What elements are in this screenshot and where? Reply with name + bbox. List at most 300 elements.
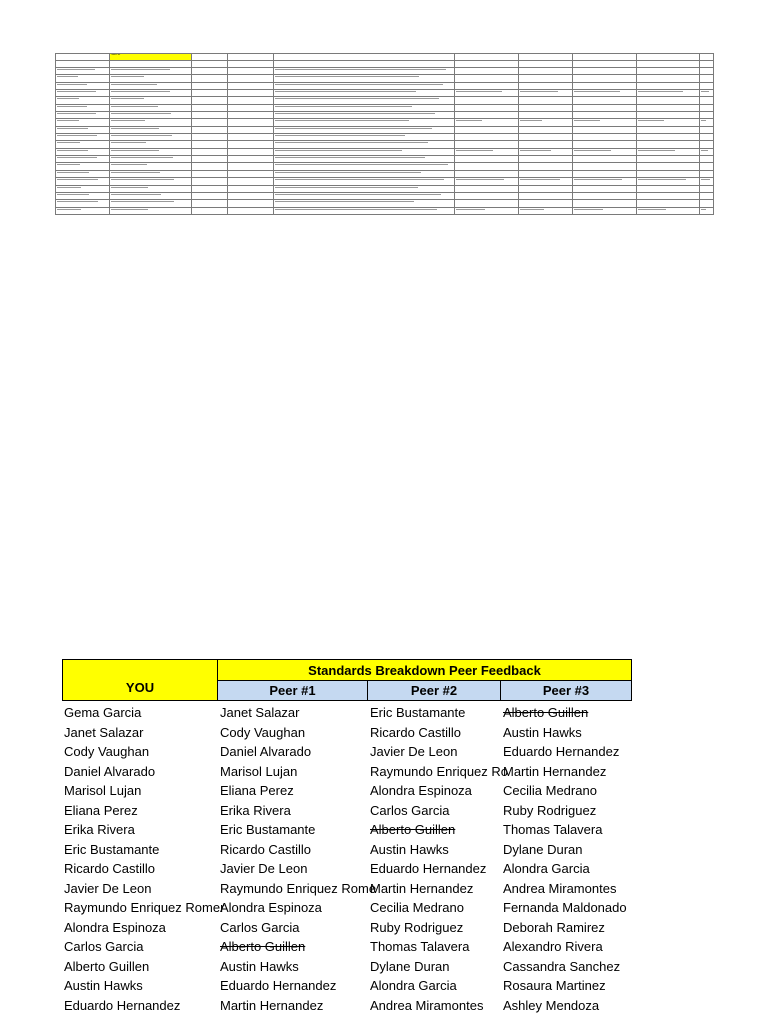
- preview-cell: [273, 68, 455, 75]
- preview-cell: [192, 126, 228, 133]
- preview-cell: [110, 178, 192, 185]
- preview-row: [56, 97, 714, 104]
- preview-cell: [273, 170, 455, 177]
- preview-cell: [228, 141, 273, 148]
- preview-cell: [518, 192, 572, 199]
- you-name: Raymundo Enriquez Romer: [64, 900, 225, 915]
- preview-cell: [573, 97, 637, 104]
- preview-row: [56, 134, 714, 141]
- you-name: Carlos Garcia: [64, 939, 144, 954]
- preview-cell: [455, 185, 519, 192]
- preview-cell: [273, 178, 455, 185]
- peer-1-name: Marisol Lujan: [220, 763, 298, 779]
- preview-row: [56, 112, 714, 119]
- preview-cell: [273, 119, 455, 126]
- preview-cell: [56, 141, 110, 148]
- preview-cell: [56, 207, 110, 214]
- table-row: [62, 879, 632, 899]
- peer-3-name: Deborah Ramirez: [503, 919, 605, 935]
- peer-1-name: Ricardo Castillo: [220, 841, 312, 857]
- preview-cell: [518, 82, 572, 89]
- peer-3-header: Peer #3: [501, 681, 632, 701]
- preview-cell: [455, 207, 519, 214]
- preview-cell: [573, 104, 637, 111]
- preview-cell: [573, 200, 637, 207]
- table-row: [62, 840, 632, 860]
- preview-cell: [700, 200, 714, 207]
- preview-cell: [573, 141, 637, 148]
- preview-cell: [110, 156, 192, 163]
- peer-1-name: Austin Hawks: [220, 958, 299, 974]
- preview-cell: [636, 61, 700, 68]
- you-name: Austin Hawks: [64, 978, 143, 993]
- preview-row: [56, 126, 714, 133]
- peer-2-name: Raymundo Enriquez Ro: [370, 763, 509, 779]
- peer-3-name: Alexandro Rivera: [503, 939, 603, 954]
- you-name: Alondra Espinoza: [64, 919, 166, 935]
- preview-cell: [518, 104, 572, 111]
- table-title: Standards Breakdown Peer Feedback: [218, 659, 632, 681]
- preview-cell: [700, 170, 714, 177]
- preview-cell: [228, 148, 273, 155]
- preview-cell: [636, 178, 700, 185]
- peer-3-name: Rosaura Martinez: [503, 978, 606, 993]
- preview-row: [56, 185, 714, 192]
- peer-3-name: Alberto Guillen: [503, 705, 589, 720]
- preview-cell: [110, 207, 192, 214]
- preview-cell: [273, 126, 455, 133]
- preview-cell: [455, 119, 519, 126]
- preview-cell: [192, 141, 228, 148]
- peer-1-name: Cody Vaughan: [220, 724, 306, 740]
- preview-cell: [573, 185, 637, 192]
- preview-cell: [273, 156, 455, 163]
- preview-cell: [56, 61, 110, 68]
- preview-cell: [273, 163, 455, 170]
- peer-1-name: Alondra Espinoza: [220, 900, 322, 915]
- preview-cell: [636, 126, 700, 133]
- preview-cell: [273, 185, 455, 192]
- peer-3-name: Andrea Miramontes: [503, 880, 617, 896]
- preview-cell: [110, 82, 192, 89]
- you-name: Cody Vaughan: [64, 744, 150, 759]
- preview-cell: [56, 163, 110, 170]
- preview-cell: [518, 178, 572, 185]
- preview-cell: [573, 61, 637, 68]
- preview-cell: [273, 192, 455, 199]
- preview-cell: [700, 134, 714, 141]
- preview-cell: [110, 112, 192, 119]
- peer-3-name: Fernanda Maldonado: [503, 900, 627, 915]
- preview-cell: [700, 156, 714, 163]
- preview-cell: [700, 97, 714, 104]
- peer-2-name: Eduardo Hernandez: [370, 861, 487, 876]
- preview-cell: [56, 156, 110, 163]
- preview-cell: [455, 75, 519, 82]
- preview-cell: [110, 119, 192, 126]
- preview-cell: [56, 192, 110, 199]
- preview-cell: [228, 97, 273, 104]
- preview-cell: [455, 170, 519, 177]
- you-name: Daniel Alvarado: [64, 763, 156, 779]
- preview-cell: [518, 75, 572, 82]
- preview-cell: [273, 148, 455, 155]
- preview-cell: [636, 192, 700, 199]
- preview-cell: [273, 134, 455, 141]
- preview-cell: [192, 61, 228, 68]
- preview-cell: [700, 141, 714, 148]
- preview-cell: [228, 200, 273, 207]
- preview-cell: [56, 185, 110, 192]
- preview-cell: [455, 134, 519, 141]
- preview-cell: [192, 170, 228, 177]
- you-name: Gema Garcia: [64, 705, 142, 720]
- preview-cell: [636, 119, 700, 126]
- preview-row: [56, 119, 714, 126]
- peer-1-name: Janet Salazar: [220, 705, 300, 720]
- preview-cell: [110, 170, 192, 177]
- preview-cell: [228, 126, 273, 133]
- you-name: Erika Rivera: [64, 822, 135, 837]
- preview-cell: [56, 170, 110, 177]
- preview-cell: [56, 104, 110, 111]
- preview-cell: [573, 68, 637, 75]
- preview-cell: [573, 75, 637, 82]
- table-row: [62, 703, 632, 723]
- preview-cell: [228, 119, 273, 126]
- preview-cell: [110, 192, 192, 199]
- peer-1-name: Javier De Leon: [220, 861, 308, 876]
- preview-row: [56, 68, 714, 75]
- preview-cell: [110, 68, 192, 75]
- preview-cell: [455, 97, 519, 104]
- peer-header-row: [218, 681, 632, 701]
- preview-cell: [518, 90, 572, 97]
- preview-row: [56, 156, 714, 163]
- preview-cell: [518, 156, 572, 163]
- preview-cell: [700, 54, 714, 61]
- peer-2-name: Alberto Guillen: [370, 822, 456, 837]
- table-header: [62, 659, 632, 701]
- preview-cell: [636, 68, 700, 75]
- preview-cell: [636, 156, 700, 163]
- preview-cell: [192, 119, 228, 126]
- preview-cell: [192, 75, 228, 82]
- preview-cell: [518, 207, 572, 214]
- preview-cell: [636, 163, 700, 170]
- preview-row: [56, 163, 714, 170]
- preview-cell: [273, 54, 455, 61]
- preview-cell: [56, 82, 110, 89]
- peer-2-name: Ruby Rodriguez: [370, 919, 464, 935]
- preview-cell: [700, 163, 714, 170]
- preview-cell: [573, 126, 637, 133]
- preview-cell: [518, 68, 572, 75]
- table-row: [62, 781, 632, 801]
- table-row: [62, 723, 632, 743]
- preview-cell: [192, 148, 228, 155]
- preview-cell: [636, 54, 700, 61]
- preview-cell: [573, 112, 637, 119]
- preview-cell: [455, 54, 519, 61]
- preview-cell: [56, 178, 110, 185]
- preview-cell: [700, 178, 714, 185]
- peer-2-name: Austin Hawks: [370, 841, 449, 857]
- you-header: YOU: [62, 659, 218, 701]
- preview-cell: [273, 112, 455, 119]
- preview-cell: [192, 185, 228, 192]
- preview-cell: [455, 61, 519, 68]
- preview-cell: [636, 97, 700, 104]
- preview-cell: [56, 97, 110, 104]
- preview-cell: [110, 141, 192, 148]
- you-name: Eduardo Hernandez: [64, 997, 181, 1013]
- preview-cell: [455, 192, 519, 199]
- preview-cell: [273, 82, 455, 89]
- preview-cell: [700, 75, 714, 82]
- preview-row: [56, 82, 714, 89]
- preview-cell: [273, 207, 455, 214]
- preview-cell: [56, 75, 110, 82]
- peer-1-name: Alberto Guillen: [220, 939, 306, 954]
- preview-row: [56, 200, 714, 207]
- preview-cell: [700, 192, 714, 199]
- preview-cell: [700, 148, 714, 155]
- preview-cell: [192, 90, 228, 97]
- peer-2-name: Martin Hernandez: [370, 880, 474, 896]
- preview-cell: [455, 68, 519, 75]
- preview-row: [56, 75, 714, 82]
- preview-cell: [573, 207, 637, 214]
- preview-cell: [228, 90, 273, 97]
- peer-2-name: Dylane Duran: [370, 958, 450, 974]
- preview-cell: [518, 54, 572, 61]
- you-name: Ricardo Castillo: [64, 861, 156, 876]
- preview-cell: [56, 200, 110, 207]
- preview-cell: [518, 112, 572, 119]
- preview-cell: [192, 156, 228, 163]
- preview-cell: [573, 178, 637, 185]
- peer-1-name: Daniel Alvarado: [220, 744, 312, 759]
- peer-3-name: Alondra Garcia: [503, 861, 590, 876]
- preview-cell: [192, 207, 228, 214]
- you-name: Eric Bustamante: [64, 841, 160, 857]
- preview-cell: [700, 207, 714, 214]
- preview-cell: [700, 185, 714, 192]
- preview-cell: [455, 141, 519, 148]
- preview-row: [56, 192, 714, 199]
- preview-cell: [192, 68, 228, 75]
- preview-cell: [700, 61, 714, 68]
- preview-cell: [192, 54, 228, 61]
- preview-table: [55, 53, 714, 215]
- preview-cell: [573, 54, 637, 61]
- preview-cell: [518, 61, 572, 68]
- peer-2-name: Carlos Garcia: [370, 802, 450, 818]
- preview-cell: [573, 82, 637, 89]
- preview-cell: [228, 192, 273, 199]
- preview-cell: [518, 148, 572, 155]
- preview-cell: [110, 97, 192, 104]
- preview-row: [56, 54, 714, 61]
- preview-cell: [228, 207, 273, 214]
- preview-cell: [56, 119, 110, 126]
- table-row: [62, 996, 632, 1016]
- preview-cell: [192, 192, 228, 199]
- preview-cell: [573, 192, 637, 199]
- preview-cell: [700, 90, 714, 97]
- preview-cell: [56, 90, 110, 97]
- preview-row: [56, 141, 714, 148]
- preview-cell: [573, 163, 637, 170]
- preview-cell: [273, 97, 455, 104]
- preview-row: [56, 90, 714, 97]
- preview-cell: [228, 68, 273, 75]
- table-row: [62, 957, 632, 977]
- you-name: Alberto Guillen: [64, 958, 150, 974]
- peer-1-name: Eduardo Hernandez: [220, 978, 337, 993]
- peer-1-name: Raymundo Enriquez Rome: [220, 880, 377, 896]
- preview-cell: [636, 148, 700, 155]
- preview-cell: [455, 104, 519, 111]
- preview-cell: [636, 134, 700, 141]
- peer-3-name: Cecilia Medrano: [503, 783, 597, 798]
- table-row: [62, 937, 632, 957]
- preview-cell: [700, 82, 714, 89]
- preview-cell: [636, 185, 700, 192]
- preview-cell: [110, 104, 192, 111]
- table-body: [62, 703, 632, 1015]
- preview-cell: [518, 200, 572, 207]
- peer-3-name: Austin Hawks: [503, 724, 582, 740]
- preview-cell: [636, 90, 700, 97]
- preview-cell: [700, 104, 714, 111]
- peer-3-name: Ruby Rodriguez: [503, 802, 597, 818]
- preview-cell: [228, 104, 273, 111]
- preview-cell: [192, 200, 228, 207]
- peer-3-name: Thomas Talavera: [503, 822, 603, 837]
- preview-cell: [573, 90, 637, 97]
- preview-cell: [110, 163, 192, 170]
- preview-cell: [518, 185, 572, 192]
- preview-cell: [273, 141, 455, 148]
- preview-cell: [455, 156, 519, 163]
- preview-row: [56, 148, 714, 155]
- table-row: [62, 976, 632, 996]
- preview-cell: [636, 112, 700, 119]
- preview-cell: [228, 178, 273, 185]
- preview-cell: [455, 148, 519, 155]
- preview-cell: [518, 126, 572, 133]
- preview-cell: [455, 90, 519, 97]
- peer-2-name: Eric Bustamante: [370, 705, 466, 720]
- table-row: [62, 801, 632, 821]
- preview-cell: [192, 178, 228, 185]
- preview-cell: [192, 97, 228, 104]
- peer-3-name: Dylane Duran: [503, 841, 583, 857]
- preview-cell: [518, 97, 572, 104]
- preview-cell: [273, 61, 455, 68]
- preview-cell: [518, 141, 572, 148]
- spreadsheet-preview: [55, 53, 714, 215]
- preview-cell: [573, 148, 637, 155]
- peer-1-name: Eliana Perez: [220, 783, 294, 798]
- preview-cell: [455, 178, 519, 185]
- preview-cell: [228, 75, 273, 82]
- preview-cell: [700, 119, 714, 126]
- you-name: Eliana Perez: [64, 802, 138, 818]
- peer-2-name: Ricardo Castillo: [370, 724, 462, 740]
- preview-cell: [56, 54, 110, 61]
- you-name: Marisol Lujan: [64, 783, 142, 798]
- preview-row: [56, 170, 714, 177]
- preview-cell: [192, 82, 228, 89]
- preview-cell: [518, 170, 572, 177]
- peer-1-header: Peer #1: [218, 681, 368, 701]
- preview-cell: [273, 75, 455, 82]
- preview-cell: [110, 134, 192, 141]
- you-name: Janet Salazar: [64, 724, 144, 740]
- preview-cell: [700, 112, 714, 119]
- you-name: Javier De Leon: [64, 880, 152, 896]
- preview-row: [56, 178, 714, 185]
- peer-2-name: Cecilia Medrano: [370, 900, 464, 915]
- preview-cell: [228, 156, 273, 163]
- preview-cell: [56, 126, 110, 133]
- table-row: [62, 918, 632, 938]
- preview-cell: [192, 104, 228, 111]
- peer-feedback-table: [62, 659, 632, 1015]
- preview-cell: [636, 104, 700, 111]
- preview-row: [56, 207, 714, 214]
- preview-cell: [636, 207, 700, 214]
- peer-3-name: Cassandra Sanchez: [503, 958, 621, 974]
- peer-1-name: Erika Rivera: [220, 802, 291, 818]
- peer-3-name: Eduardo Hernandez: [503, 744, 620, 759]
- preview-cell: [192, 163, 228, 170]
- preview-cell: [518, 134, 572, 141]
- preview-cell: [110, 200, 192, 207]
- preview-cell: 2020 Sc: [110, 54, 192, 61]
- preview-cell: [192, 134, 228, 141]
- preview-cell: [455, 112, 519, 119]
- preview-cell: [573, 170, 637, 177]
- preview-cell: [110, 148, 192, 155]
- table-row: [62, 762, 632, 782]
- preview-cell: [228, 134, 273, 141]
- table-row: [62, 859, 632, 879]
- preview-cell: [573, 156, 637, 163]
- peer-2-name: Alondra Espinoza: [370, 783, 472, 798]
- preview-cell: [518, 119, 572, 126]
- preview-cell: [228, 82, 273, 89]
- preview-cell: [56, 68, 110, 75]
- peer-1-name: Carlos Garcia: [220, 919, 300, 935]
- peer-2-name: Thomas Talavera: [370, 939, 470, 954]
- preview-cell: [110, 185, 192, 192]
- preview-cell: [636, 170, 700, 177]
- preview-cell: [636, 75, 700, 82]
- preview-cell: [56, 112, 110, 119]
- preview-cell: [110, 61, 192, 68]
- preview-cell: [636, 141, 700, 148]
- preview-cell: [110, 90, 192, 97]
- preview-cell: [56, 134, 110, 141]
- preview-row: [56, 61, 714, 68]
- peer-1-name: Martin Hernandez: [220, 997, 324, 1013]
- peer-3-name: Martin Hernandez: [503, 763, 607, 779]
- preview-cell: [573, 134, 637, 141]
